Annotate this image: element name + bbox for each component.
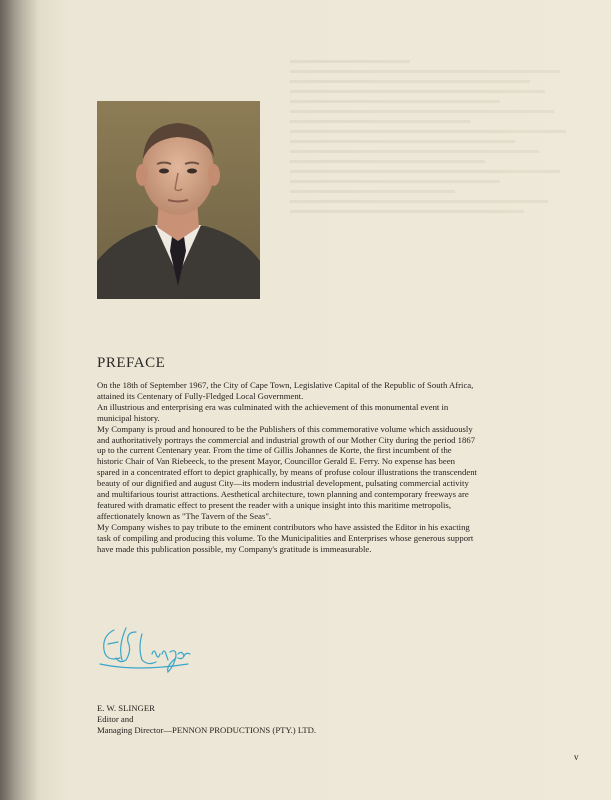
signer-block — [97, 703, 316, 736]
handwritten-signature — [96, 618, 192, 676]
paragraph: My Company is proud and honoured to be the Publishers of this commemorative volume which assiduously and authoritatively portrays the commercial and industrial growth of our Mother City during the period 1867 up to the current Centenary year. From the time of Gillis Johannes de Korte, the first incumbent of the historic Chair of Van Riebeeck, to the present Mayor, Councillor Gerald E. Ferry. No expense has been spared in a concentrated effort to depict graphically, by means of profuse colour illustrations the transcendent beauty of our dignified and august City—its modern industrial development, pulsating commercial activity and multifarious tourist attractions. Aesthetical architecture, town planning and contemporary freeways are featured with dramatic effect to present the reader with a unique insight into this maritime metropolis, affectionately known as "The Tavern of the Seas". — [97, 423, 477, 521]
paragraph: On the 18th of September 1967, the City of Cape Town, Legislative Capital of the Republic of South Africa, attained its Centenary of Fully-Fledged Local Government. — [97, 380, 474, 401]
preface-body — [97, 380, 477, 555]
signer-name: E. W. SLINGER — [97, 703, 155, 713]
binding-shadow — [0, 0, 38, 800]
page-number: v — [574, 752, 579, 762]
paragraph: My Company wishes to pay tribute to the eminent contributors who have assisted the Editor in his exacting task of compiling and producing this volume. To the Municipalities and Enterprises whose generous support have made this publication possible, my Company's gratitude is immeasurable. — [97, 521, 474, 554]
page-title: PREFACE — [97, 355, 166, 371]
signer-title-line2: Managing Director—PENNON PRODUCTIONS (PTY.) LTD. — [97, 724, 317, 735]
portrait-photo — [97, 101, 260, 299]
paragraph: An illustrious and enterprising era was culminated with the achievement of this monumental event in municipal history. — [97, 401, 449, 423]
signer-title-line1: Editor and — [97, 713, 134, 724]
